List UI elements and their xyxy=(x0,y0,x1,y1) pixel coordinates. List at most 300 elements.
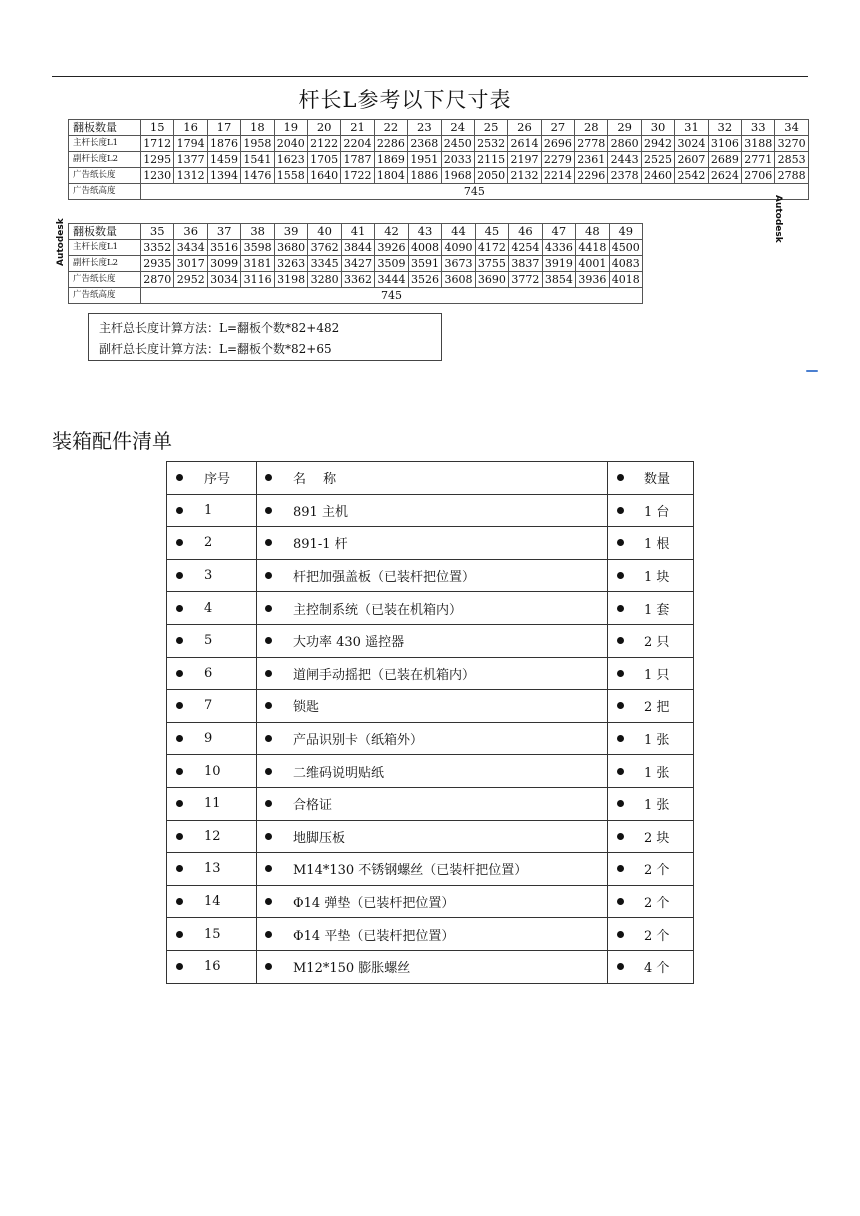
bullet-icon xyxy=(265,833,272,840)
ad-length-cell: 3362 xyxy=(341,272,374,288)
item-no-text: 9 xyxy=(204,731,213,747)
bullet-icon xyxy=(176,898,183,905)
item-name-cell xyxy=(257,657,608,690)
item-qty-text: 4 个 xyxy=(644,961,670,977)
count-cell: 41 xyxy=(341,224,374,240)
sub-length-cell: 3509 xyxy=(375,256,408,272)
main-length-cell: 3352 xyxy=(141,240,174,256)
main-length-cell: 2860 xyxy=(608,136,641,152)
header-name-cell xyxy=(257,462,608,495)
ad-length-cell: 2624 xyxy=(708,168,741,184)
sub-length-cell: 3919 xyxy=(542,256,575,272)
item-name-cell xyxy=(257,885,608,918)
item-no-text: 15 xyxy=(204,926,221,942)
item-no-text: 10 xyxy=(204,763,221,779)
size-table-2 xyxy=(68,223,643,304)
accessory-row xyxy=(167,853,694,886)
sub-length-cell: 3837 xyxy=(509,256,542,272)
item-qty-text: 1 根 xyxy=(644,537,670,553)
bullet-icon xyxy=(176,963,183,970)
count-cell: 40 xyxy=(308,224,341,240)
main-length-cell: 4172 xyxy=(475,240,508,256)
item-no-cell xyxy=(167,494,257,527)
item-qty-cell xyxy=(608,527,694,560)
bullet-icon xyxy=(176,637,183,644)
count-cell: 23 xyxy=(408,120,441,136)
item-name-cell xyxy=(257,755,608,788)
accessory-row xyxy=(167,657,694,690)
bullet-icon xyxy=(265,735,272,742)
item-name-text: 地脚压板 xyxy=(293,830,346,846)
main-length-cell: 2450 xyxy=(441,136,474,152)
header-qty-text: 数量 xyxy=(644,472,671,488)
sub-length-cell: 3673 xyxy=(442,256,475,272)
item-qty-text: 1 只 xyxy=(644,667,670,683)
item-name-cell xyxy=(257,950,608,983)
item-no-cell xyxy=(167,559,257,592)
item-no-text: 6 xyxy=(204,665,213,681)
sub-length-cell: 1377 xyxy=(174,152,207,168)
sub-length-cell: 1869 xyxy=(374,152,407,168)
count-cell: 49 xyxy=(609,224,642,240)
sub-length-cell: 1787 xyxy=(341,152,374,168)
bullet-icon xyxy=(265,865,272,872)
item-qty-text: 2 把 xyxy=(644,700,670,716)
sub-length-cell: 3181 xyxy=(241,256,274,272)
main-length-cell: 2368 xyxy=(408,136,441,152)
item-name-text: 891 主机 xyxy=(293,504,348,520)
accessory-row xyxy=(167,755,694,788)
ad-length-cell: 3854 xyxy=(542,272,575,288)
count-cell: 42 xyxy=(375,224,408,240)
item-qty-text: 1 张 xyxy=(644,765,670,781)
item-qty-text: 1 套 xyxy=(644,602,670,618)
size-row-main-length xyxy=(69,136,809,152)
bullet-icon xyxy=(617,670,624,677)
ad-length-cell: 2952 xyxy=(174,272,207,288)
item-no-text: 11 xyxy=(204,796,221,812)
ad-length-cell: 1722 xyxy=(341,168,374,184)
item-name-cell xyxy=(257,527,608,560)
main-length-cell: 4336 xyxy=(542,240,575,256)
item-no-cell xyxy=(167,950,257,983)
bullet-icon xyxy=(617,507,624,514)
ad-length-cell: 1558 xyxy=(274,168,307,184)
item-name-cell xyxy=(257,494,608,527)
item-name-text: Φ14 弹垫（已装杆把位置） xyxy=(293,896,455,912)
item-qty-text: 1 张 xyxy=(644,733,670,749)
row-header: 副杆长度L2 xyxy=(69,152,141,168)
row-header: 主杆长度L1 xyxy=(69,136,141,152)
item-name-text: 道闸手动摇把（已装在机箱内） xyxy=(293,667,476,683)
item-qty-cell xyxy=(608,657,694,690)
main-length-cell: 3188 xyxy=(742,136,775,152)
row-header: 广告纸长度 xyxy=(69,272,141,288)
accessory-row xyxy=(167,918,694,951)
count-cell: 27 xyxy=(541,120,574,136)
bullet-icon xyxy=(265,572,272,579)
item-no-cell xyxy=(167,592,257,625)
item-qty-text: 2 只 xyxy=(644,635,670,651)
sub-length-cell: 1623 xyxy=(274,152,307,168)
main-length-cell: 1712 xyxy=(141,136,174,152)
bullet-icon xyxy=(176,735,183,742)
count-cell: 24 xyxy=(441,120,474,136)
item-no-text: 2 xyxy=(204,535,213,551)
item-no-cell xyxy=(167,787,257,820)
count-cell: 43 xyxy=(408,224,441,240)
count-cell: 32 xyxy=(708,120,741,136)
accessory-row xyxy=(167,722,694,755)
bullet-icon xyxy=(265,963,272,970)
count-cell: 44 xyxy=(442,224,475,240)
item-qty-cell xyxy=(608,918,694,951)
item-qty-text: 1 块 xyxy=(644,570,670,586)
item-name-cell xyxy=(257,918,608,951)
item-name-cell xyxy=(257,592,608,625)
main-length-cell: 3270 xyxy=(775,136,808,152)
row-header: 广告纸高度 xyxy=(69,288,141,304)
count-cell: 18 xyxy=(241,120,274,136)
formula-main: 主杆总长度计算方法：L=翻板个数*82+482 xyxy=(99,321,340,335)
formula-sub: 副杆总长度计算方法：L=翻板个数*82+65 xyxy=(99,342,332,356)
bullet-icon xyxy=(265,670,272,677)
main-length-cell: 3844 xyxy=(341,240,374,256)
item-name-cell xyxy=(257,853,608,886)
bullet-icon xyxy=(176,539,183,546)
sub-length-cell: 2443 xyxy=(608,152,641,168)
accessory-row xyxy=(167,592,694,625)
ad-length-cell: 1312 xyxy=(174,168,207,184)
item-no-cell xyxy=(167,853,257,886)
bullet-icon xyxy=(265,474,272,481)
ad-length-cell: 2706 xyxy=(742,168,775,184)
main-length-cell: 3598 xyxy=(241,240,274,256)
ad-length-cell: 2542 xyxy=(675,168,708,184)
item-no-text: 13 xyxy=(204,861,221,877)
bullet-icon xyxy=(265,605,272,612)
item-qty-cell xyxy=(608,722,694,755)
main-length-cell: 1958 xyxy=(241,136,274,152)
item-name-cell xyxy=(257,690,608,723)
main-length-cell: 4090 xyxy=(442,240,475,256)
size-row-main-length xyxy=(69,240,643,256)
accessory-row xyxy=(167,820,694,853)
item-name-text: 主控制系统（已装在机箱内） xyxy=(293,602,463,618)
ad-length-cell: 3608 xyxy=(442,272,475,288)
main-length-cell: 2942 xyxy=(641,136,674,152)
item-qty-text: 2 块 xyxy=(644,830,670,846)
bullet-icon xyxy=(176,507,183,514)
row-header: 副杆长度L2 xyxy=(69,256,141,272)
item-name-text: 杆把加强盖板（已装杆把位置） xyxy=(293,570,476,586)
count-cell: 25 xyxy=(474,120,507,136)
main-length-cell: 4500 xyxy=(609,240,642,256)
sub-length-cell: 1705 xyxy=(307,152,340,168)
bullet-icon xyxy=(617,768,624,775)
sub-length-cell: 2525 xyxy=(641,152,674,168)
item-name-text: 二维码说明贴纸 xyxy=(293,765,385,781)
bullet-icon xyxy=(617,865,624,872)
sub-length-cell: 1459 xyxy=(207,152,240,168)
item-no-cell xyxy=(167,918,257,951)
row-header: 广告纸高度 xyxy=(69,184,141,200)
sub-length-cell: 2853 xyxy=(775,152,808,168)
item-name-cell xyxy=(257,559,608,592)
bullet-icon xyxy=(176,702,183,709)
bullet-icon xyxy=(265,507,272,514)
sub-length-cell: 3263 xyxy=(274,256,307,272)
ad-length-cell: 2378 xyxy=(608,168,641,184)
item-name-text: 产品识别卡（纸箱外） xyxy=(293,733,424,749)
ad-length-cell: 1968 xyxy=(441,168,474,184)
item-name-text: 大功率 430 遥控器 xyxy=(293,635,405,651)
count-cell: 26 xyxy=(508,120,541,136)
item-qty-cell xyxy=(608,820,694,853)
ad-length-cell: 3936 xyxy=(576,272,609,288)
ad-length-cell: 3116 xyxy=(241,272,274,288)
sub-length-cell: 3099 xyxy=(207,256,240,272)
header-no-cell xyxy=(167,462,257,495)
item-no-cell xyxy=(167,755,257,788)
row-header: 翻板数量 xyxy=(69,224,141,240)
count-cell: 22 xyxy=(374,120,407,136)
ad-length-cell: 1394 xyxy=(207,168,240,184)
count-cell: 36 xyxy=(174,224,207,240)
accessories-table xyxy=(166,461,694,984)
item-qty-cell xyxy=(608,559,694,592)
main-length-cell: 4008 xyxy=(408,240,441,256)
main-length-cell: 3106 xyxy=(708,136,741,152)
bullet-icon xyxy=(617,572,624,579)
count-cell: 38 xyxy=(241,224,274,240)
main-length-cell: 2040 xyxy=(274,136,307,152)
sub-length-cell: 2607 xyxy=(675,152,708,168)
ad-length-cell: 1886 xyxy=(408,168,441,184)
accessory-row xyxy=(167,885,694,918)
item-name-text: 锁匙 xyxy=(293,700,320,716)
item-name-text: M14*130 不锈钢螺丝（已装杆把位置） xyxy=(293,863,528,879)
accessory-row xyxy=(167,950,694,983)
main-length-cell: 1794 xyxy=(174,136,207,152)
item-name-text: M12*150 膨胀螺丝 xyxy=(293,961,411,977)
size-table-1 xyxy=(68,119,809,200)
header-no-text: 序号 xyxy=(204,472,231,488)
item-name-cell xyxy=(257,787,608,820)
bullet-icon xyxy=(265,800,272,807)
item-no-text: 3 xyxy=(204,568,213,584)
item-name-cell xyxy=(257,624,608,657)
top-rule xyxy=(52,76,808,77)
ad-height-cell: 745 xyxy=(141,184,809,200)
accessories-title: 装箱配件清单 xyxy=(52,429,172,453)
count-cell: 20 xyxy=(307,120,340,136)
count-cell: 39 xyxy=(274,224,307,240)
bullet-icon xyxy=(617,735,624,742)
item-no-text: 12 xyxy=(204,828,221,844)
sub-length-cell: 2197 xyxy=(508,152,541,168)
bullet-icon xyxy=(265,931,272,938)
item-qty-text: 2 个 xyxy=(644,896,670,912)
main-length-cell: 2614 xyxy=(508,136,541,152)
autodesk-watermark: Autodesk xyxy=(56,218,66,266)
item-no-text: 14 xyxy=(204,894,221,910)
sub-length-cell: 2115 xyxy=(474,152,507,168)
size-row-count xyxy=(69,224,643,240)
item-no-text: 5 xyxy=(204,633,213,649)
bullet-icon xyxy=(265,637,272,644)
bullet-icon xyxy=(265,539,272,546)
bullet-icon xyxy=(617,539,624,546)
main-length-cell: 1876 xyxy=(207,136,240,152)
bullet-icon xyxy=(617,605,624,612)
item-name-cell xyxy=(257,820,608,853)
ad-length-cell: 1476 xyxy=(241,168,274,184)
sub-length-cell: 2279 xyxy=(541,152,574,168)
item-qty-cell xyxy=(608,592,694,625)
sub-length-cell: 4001 xyxy=(576,256,609,272)
bullet-icon xyxy=(617,931,624,938)
accessories-header-row xyxy=(167,462,694,495)
item-qty-cell xyxy=(608,624,694,657)
bullet-icon xyxy=(265,702,272,709)
main-length-cell: 2778 xyxy=(575,136,608,152)
item-name-cell xyxy=(257,722,608,755)
item-qty-cell xyxy=(608,950,694,983)
count-cell: 34 xyxy=(775,120,808,136)
size-table-title: 杆长L参考以下尺寸表 xyxy=(298,88,512,112)
count-cell: 21 xyxy=(341,120,374,136)
bullet-icon xyxy=(617,898,624,905)
ad-length-cell: 2788 xyxy=(775,168,808,184)
count-cell: 15 xyxy=(141,120,174,136)
accessory-row xyxy=(167,494,694,527)
accessory-row xyxy=(167,624,694,657)
ad-length-cell: 4018 xyxy=(609,272,642,288)
count-cell: 45 xyxy=(475,224,508,240)
header-qty-cell xyxy=(608,462,694,495)
item-qty-text: 2 个 xyxy=(644,863,670,879)
accessory-row xyxy=(167,559,694,592)
item-qty-cell xyxy=(608,494,694,527)
sub-length-cell: 3755 xyxy=(475,256,508,272)
sub-length-cell: 3017 xyxy=(174,256,207,272)
item-no-cell xyxy=(167,527,257,560)
bullet-icon xyxy=(176,865,183,872)
item-name-text: Φ14 平垫（已装杆把位置） xyxy=(293,928,455,944)
ad-length-cell: 3034 xyxy=(207,272,240,288)
size-row-count xyxy=(69,120,809,136)
bullet-icon xyxy=(617,800,624,807)
bullet-icon xyxy=(176,931,183,938)
ad-length-cell: 3772 xyxy=(509,272,542,288)
sub-length-cell: 1541 xyxy=(241,152,274,168)
size-row-sub-length xyxy=(69,152,809,168)
ad-length-cell: 2050 xyxy=(474,168,507,184)
bullet-icon xyxy=(176,474,183,481)
main-length-cell: 2696 xyxy=(541,136,574,152)
sub-length-cell: 3591 xyxy=(408,256,441,272)
item-qty-cell xyxy=(608,885,694,918)
sub-length-cell: 1295 xyxy=(141,152,174,168)
item-qty-cell xyxy=(608,787,694,820)
count-cell: 29 xyxy=(608,120,641,136)
item-no-cell xyxy=(167,722,257,755)
item-name-text: 合格证 xyxy=(293,798,333,814)
ad-length-cell: 2460 xyxy=(641,168,674,184)
item-no-cell xyxy=(167,885,257,918)
count-cell: 16 xyxy=(174,120,207,136)
row-header: 广告纸长度 xyxy=(69,168,141,184)
bullet-icon xyxy=(176,800,183,807)
sub-length-cell: 2689 xyxy=(708,152,741,168)
bullet-icon xyxy=(617,963,624,970)
count-cell: 33 xyxy=(742,120,775,136)
ad-length-cell: 1804 xyxy=(374,168,407,184)
main-length-cell: 2532 xyxy=(474,136,507,152)
bullet-icon xyxy=(176,833,183,840)
ad-length-cell: 3280 xyxy=(308,272,341,288)
count-cell: 48 xyxy=(576,224,609,240)
main-length-cell: 2204 xyxy=(341,136,374,152)
main-length-cell: 4254 xyxy=(509,240,542,256)
item-no-cell xyxy=(167,690,257,723)
ad-length-cell: 3526 xyxy=(408,272,441,288)
count-cell: 30 xyxy=(641,120,674,136)
item-no-cell xyxy=(167,624,257,657)
sub-length-cell: 2361 xyxy=(575,152,608,168)
ad-length-cell: 2870 xyxy=(141,272,174,288)
bullet-icon xyxy=(176,670,183,677)
count-cell: 47 xyxy=(542,224,575,240)
formula-box xyxy=(88,313,442,361)
bullet-icon xyxy=(176,768,183,775)
size-row-ad-height xyxy=(69,184,809,200)
header-name-text: 名 称 xyxy=(293,472,337,488)
accessory-row xyxy=(167,690,694,723)
size-row-sub-length xyxy=(69,256,643,272)
size-row-ad-height xyxy=(69,288,643,304)
bullet-icon xyxy=(176,605,183,612)
main-length-cell: 3926 xyxy=(375,240,408,256)
main-length-cell: 3680 xyxy=(274,240,307,256)
sub-length-cell: 2033 xyxy=(441,152,474,168)
ad-length-cell: 3690 xyxy=(475,272,508,288)
sub-length-cell: 1951 xyxy=(408,152,441,168)
item-no-text: 16 xyxy=(204,959,221,975)
bullet-icon xyxy=(617,702,624,709)
item-no-cell xyxy=(167,820,257,853)
size-row-ad-length xyxy=(69,168,809,184)
ad-height-cell: 745 xyxy=(141,288,643,304)
item-qty-cell xyxy=(608,755,694,788)
sub-length-cell: 4083 xyxy=(609,256,642,272)
item-name-text: 891-1 杆 xyxy=(293,537,348,553)
bullet-icon xyxy=(176,572,183,579)
row-header: 翻板数量 xyxy=(69,120,141,136)
main-length-cell: 3516 xyxy=(207,240,240,256)
bullet-icon xyxy=(617,637,624,644)
item-qty-text: 2 个 xyxy=(644,928,670,944)
ad-length-cell: 3444 xyxy=(375,272,408,288)
sub-length-cell: 3345 xyxy=(308,256,341,272)
count-cell: 28 xyxy=(575,120,608,136)
ad-length-cell: 2132 xyxy=(508,168,541,184)
row-header: 主杆长度L1 xyxy=(69,240,141,256)
main-length-cell: 2122 xyxy=(307,136,340,152)
count-cell: 46 xyxy=(509,224,542,240)
ad-length-cell: 2214 xyxy=(541,168,574,184)
